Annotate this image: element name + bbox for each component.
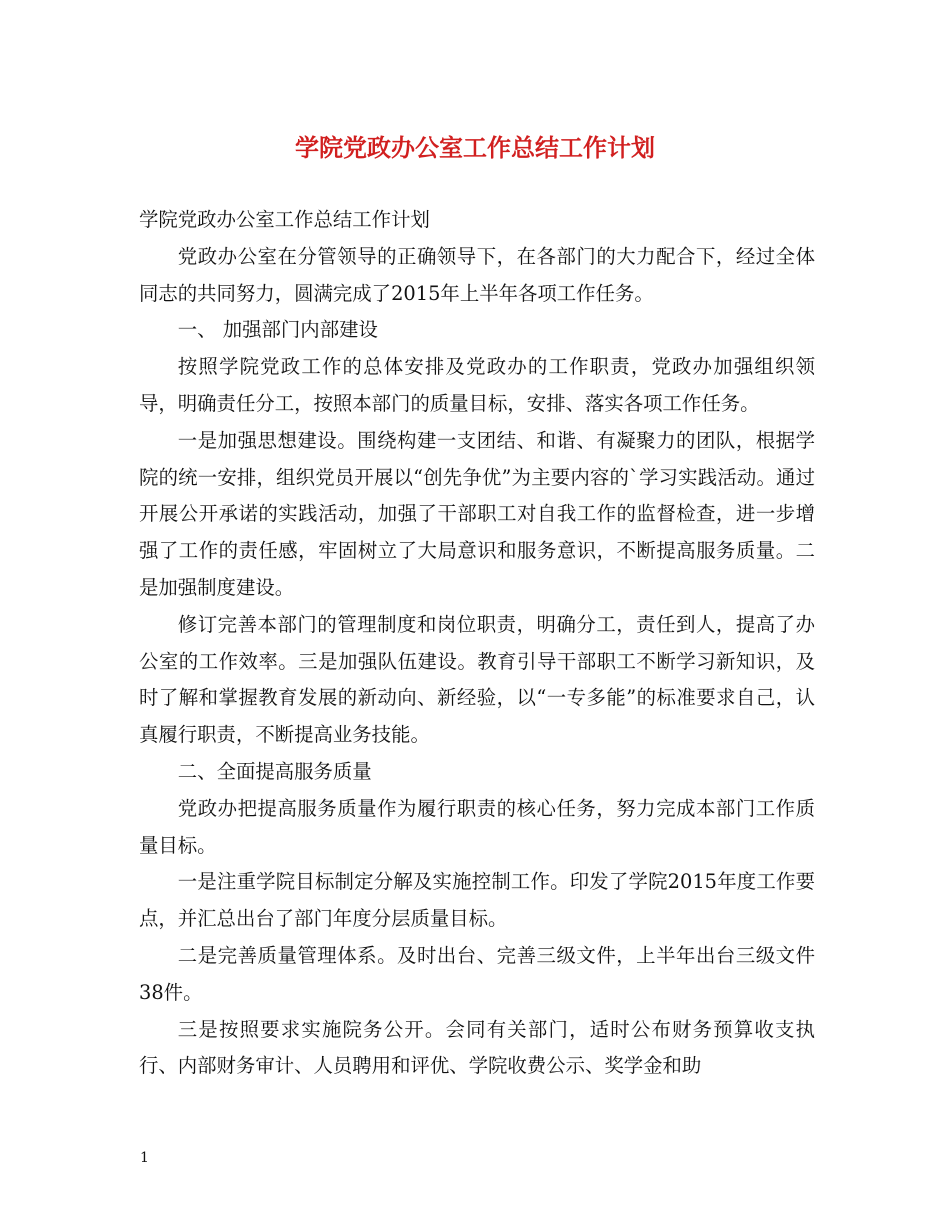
section-heading: 二、全面提高服务质量 xyxy=(177,759,372,783)
section-heading: 一、 加强部门内部建设 xyxy=(177,318,378,342)
paragraph-heading-repeat: 学院党政办公室工作总结工作计划 xyxy=(139,208,430,231)
paragraph: 一是注重学院目标制定分解及实施控制工作。印发了学院2015年度工作要点，并汇总出台了部门年度分层质量目标。 xyxy=(139,870,815,931)
paragraph: 修订完善本部门的管理制度和岗位职责，明确分工，责任到人，提高了办公室的工作效率。三是加强队伍建设。教育引导干部职工不断学习新知识，及时了解和掌握教育发展的新动向、新经验，以“一专多能”的标准要求自己，认真履行职责，不断提高业务技能。 xyxy=(139,612,815,747)
paragraph: 二是完善质量管理体系。及时出台、完善三级文件，上半年出台三级文件38件。 xyxy=(139,943,815,1004)
paragraph: 党政办公室在分管领导的正确领导下，在各部门的大力配合下，经过全体同志的共同努力，圆满完成了2015年上半年各项工作任务。 xyxy=(139,244,815,305)
paragraph: 按照学院党政工作的总体安排及党政办的工作职责，党政办加强组织领导，明确责任分工，按照本部门的质量目标，安排、落实各项工作任务。 xyxy=(139,355,815,415)
paragraph: 一是加强思想建设。围绕构建一支团结、和谐、有凝聚力的团队，根据学院的统一安排，组织党员开展以“创先争优”为主要内容的`学习实践活动。通过开展公开承诺的实践活动，加强了干部职工对自我工作的监督检查，进一步增强了工作的责任感，牢固树立了大局意识和服务意识，不断提高服务质量。二是加强制度建设。 xyxy=(139,428,815,599)
paragraph: 三是按照要求实施院务公开。会同有关部门，适时公布财务预算收支执行、内部财务审计、人员聘用和评优、学院收费公示、奖学金和助 xyxy=(139,1017,815,1078)
paragraph: 党政办把提高服务质量作为履行职责的核心任务，努力完成本部门工作质量目标。 xyxy=(139,796,815,857)
page-number: 1 xyxy=(140,1150,149,1166)
document-body xyxy=(139,202,815,1085)
document-title: 学院党政办公室工作总结工作计划 xyxy=(295,133,655,162)
